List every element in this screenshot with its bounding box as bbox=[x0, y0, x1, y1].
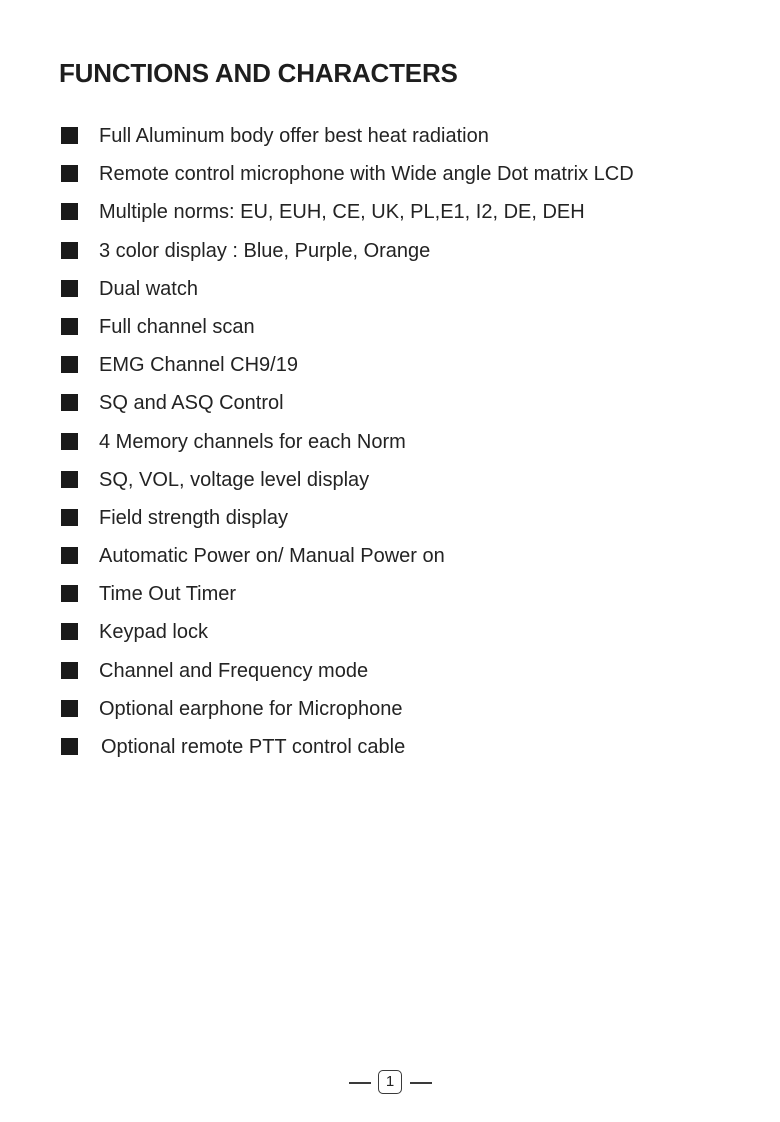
page-number: 1 bbox=[378, 1070, 402, 1094]
feature-text: Full Aluminum body offer best heat radiation bbox=[99, 125, 489, 147]
square-bullet-icon bbox=[61, 356, 78, 373]
square-bullet-icon bbox=[61, 623, 78, 640]
square-bullet-icon bbox=[61, 318, 78, 335]
feature-text: Dual watch bbox=[99, 277, 198, 300]
footer-dash-right bbox=[410, 1082, 432, 1084]
list-item bbox=[0, 384, 780, 422]
feature-text: 3 color display : Blue, Purple, Orange bbox=[99, 239, 431, 262]
list-item bbox=[0, 270, 780, 308]
feature-text: Remote control microphone with Wide angle Dot matrix LCD bbox=[99, 163, 634, 186]
page-footer bbox=[0, 1068, 780, 1098]
feature-text: Automatic Power on/ Manual Power on bbox=[99, 545, 445, 568]
square-bullet-icon bbox=[61, 547, 78, 564]
list-item bbox=[0, 155, 780, 193]
list-item bbox=[0, 423, 780, 461]
feature-text: SQ and ASQ Control bbox=[99, 392, 284, 415]
square-bullet-icon bbox=[61, 242, 78, 259]
square-bullet-icon bbox=[61, 662, 78, 679]
list-item bbox=[0, 499, 780, 537]
square-bullet-icon bbox=[61, 203, 78, 220]
square-bullet-icon bbox=[61, 165, 78, 182]
feature-text: Optional remote PTT control cable bbox=[101, 736, 406, 758]
list-item bbox=[0, 117, 780, 155]
feature-text: Multiple norms: EU, EUH, CE, UK, PL,E1, I2, DE, DEH bbox=[99, 201, 585, 224]
list-item bbox=[0, 613, 780, 651]
page-title: FUNCTIONS AND CHARACTERS bbox=[59, 58, 458, 88]
feature-text: Channel and Frequency mode bbox=[99, 659, 369, 682]
square-bullet-icon bbox=[61, 471, 78, 488]
list-item bbox=[0, 308, 780, 346]
feature-text: Full channel scan bbox=[99, 315, 255, 338]
footer-dash-left bbox=[349, 1082, 371, 1084]
square-bullet-icon bbox=[61, 700, 78, 717]
list-item bbox=[0, 232, 780, 270]
list-item bbox=[0, 461, 780, 499]
list-item bbox=[0, 346, 780, 384]
feature-text: Time Out Timer bbox=[99, 583, 237, 606]
list-item bbox=[0, 690, 780, 728]
feature-text: 4 Memory channels for each Norm bbox=[99, 430, 406, 453]
square-bullet-icon bbox=[61, 433, 78, 450]
square-bullet-icon bbox=[61, 394, 78, 411]
square-bullet-icon bbox=[61, 280, 78, 297]
feature-text: Field strength display bbox=[99, 506, 288, 529]
square-bullet-icon bbox=[61, 585, 78, 602]
list-item bbox=[0, 728, 780, 766]
feature-text: Optional earphone for Microphone bbox=[99, 697, 403, 720]
list-item bbox=[0, 537, 780, 575]
feature-text: EMG Channel CH9/19 bbox=[99, 354, 298, 377]
square-bullet-icon bbox=[61, 509, 78, 526]
feature-text: SQ, VOL, voltage level display bbox=[99, 468, 370, 491]
square-bullet-icon bbox=[61, 127, 78, 144]
list-item bbox=[0, 575, 780, 613]
feature-list bbox=[0, 117, 780, 766]
list-item bbox=[0, 193, 780, 231]
square-bullet-icon bbox=[61, 738, 78, 755]
feature-text: Keypad lock bbox=[99, 621, 208, 644]
list-item bbox=[0, 652, 780, 690]
